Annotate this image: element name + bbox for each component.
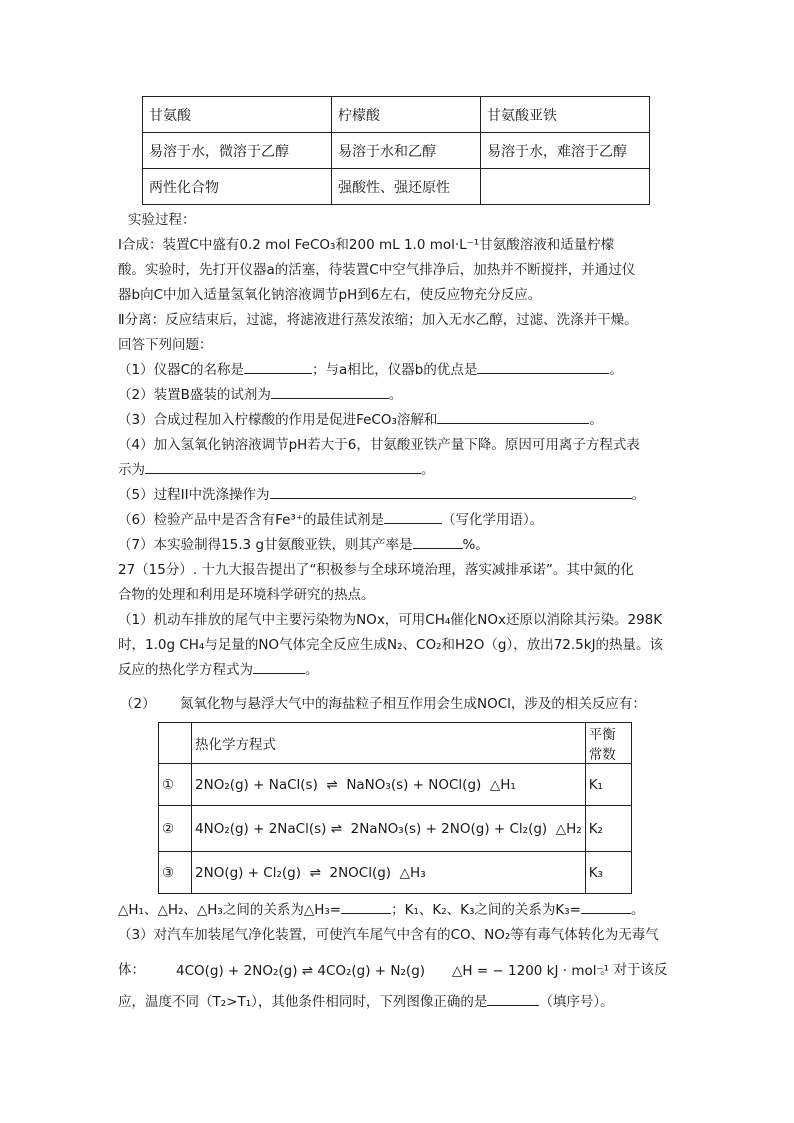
table-cell: 4NO₂(g) + 2NaCl(s) ⇌ 2NaNO₃(s) + 2NO(g) + Cl₂(g) △H₂ bbox=[192, 806, 586, 852]
table-cell: 两性化合物 bbox=[143, 169, 332, 205]
q27-part1-line: （1）机动车排放的尾气中主要污染物为NOx，可用CH₄催化NOx还原以消除其污染。298K bbox=[118, 612, 663, 628]
q27-part3-enthalpy: △H = − 1200 kJ · mol⁻¹ bbox=[452, 963, 610, 979]
table-cell: 2NO₂(g) + NaCl(s) ⇌ NaNO₃(s) + NOCl(g) △H₁ bbox=[192, 764, 586, 806]
properties-table bbox=[142, 96, 650, 205]
table-cell: ① bbox=[159, 764, 192, 806]
question-5: （5）过程II中洗涤操作为 。 bbox=[118, 483, 645, 503]
table-row bbox=[143, 133, 650, 169]
table-cell: 平衡常数 bbox=[585, 723, 631, 764]
table-cell: ③ bbox=[159, 852, 192, 894]
experiment-part1-line: 酸。实验时，先打开仪器a的活塞，待装置C中空气排净后，加热并不断搅拌，并通过仪 bbox=[118, 262, 636, 278]
table-row bbox=[159, 852, 632, 894]
answer-blank[interactable] bbox=[253, 659, 305, 674]
table-row bbox=[159, 806, 632, 852]
q27-intro-line: 合物的处理和利用是环境科学研究的热点。 bbox=[118, 587, 375, 603]
answer-blank[interactable] bbox=[244, 359, 312, 374]
answer-blank[interactable] bbox=[581, 899, 631, 914]
table-cell: 易溶于水和乙醇 bbox=[332, 133, 481, 169]
q27-part3-equation: 4CO(g) + 2NO₂(g) ⇌ 4CO₂(g) + N₂(g) bbox=[176, 963, 426, 979]
table-cell: 强酸性、强还原性 bbox=[332, 169, 481, 205]
answer-blank[interactable] bbox=[145, 459, 421, 474]
q27-part3-line: （3）对汽车加装尾气净化装置，可使汽车尾气中含有的CO、NO₂等有毒气体转化为无毒气 bbox=[118, 927, 659, 943]
table-row bbox=[159, 764, 632, 806]
equation-table bbox=[158, 722, 632, 894]
table-cell: 甘氨酸亚铁 bbox=[481, 97, 650, 133]
q27-part3-question: 应，温度不同（T₂>T₁），其他条件相同时，下列图像正确的是 （填序号）。 bbox=[118, 990, 614, 1010]
table-cell: 易溶于水，微溶于乙醇 bbox=[143, 133, 332, 169]
question-2: （2）装置B盛装的试剂为 。 bbox=[118, 383, 402, 403]
experiment-heading: 实验过程： bbox=[128, 212, 196, 228]
question-4: （4）加入氢氧化钠溶液调节pH若大于6，甘氨酸亚铁产量下降。原因可用离子方程式表 bbox=[118, 437, 640, 453]
table-cell: 热化学方程式 bbox=[192, 723, 586, 764]
table-cell: 2NO(g) + Cl₂(g) ⇌ 2NOCl(g) △H₃ bbox=[192, 852, 586, 894]
table-row bbox=[143, 97, 650, 133]
question-6: （6）检验产品中是否含有Fe³⁺的最佳试剂是 （写化学用语）。 bbox=[118, 508, 543, 528]
answer-blank[interactable] bbox=[437, 409, 589, 424]
experiment-part1-line: 器b向C中加入适量氢氧化钠溶液调节pH到6左右，使反应物充分反应。 bbox=[118, 287, 542, 303]
question-3: （3）合成过程加入柠檬酸的作用是促进FeCO₃溶解和 。 bbox=[118, 408, 603, 428]
q27-intro-line: 27（15分）. 十九大报告提出了“积极参与全球环境治理，落实减排承诺”。其中氮的化 bbox=[118, 562, 634, 578]
table-cell bbox=[159, 723, 192, 764]
table-row bbox=[143, 169, 650, 205]
q27-part1-line: 反应的热化学方程式为 。 bbox=[118, 658, 319, 678]
q27-part2-text: 氮氧化物与悬浮大气中的海盐粒子相互作用会生成NOCl，涉及的相关反应有： bbox=[180, 696, 646, 712]
answer-blank[interactable] bbox=[341, 899, 391, 914]
q27-part3-tail: 。对于该反 bbox=[600, 962, 668, 978]
experiment-part1-line: Ⅰ合成：装置C中盛有0.2 mol FeCO₃和200 mL 1.0 mol·L⁻¹甘氨酸溶液和适量柠檬 bbox=[118, 237, 615, 253]
table-cell: 柠檬酸 bbox=[332, 97, 481, 133]
answer-blank[interactable] bbox=[487, 991, 539, 1006]
table-cell: 甘氨酸 bbox=[143, 97, 332, 133]
q27-part1-line: 时，1.0g CH₄与足量的NO气体完全反应生成N₂、CO₂和H2O（g），放出72.5kJ的热量。该 bbox=[118, 637, 664, 653]
answer-prompt: 回答下列问题： bbox=[118, 337, 213, 353]
experiment-part2: Ⅱ分离：反应结束后，过滤，将滤液进行蒸发浓缩；加入无水乙醇，过滤、洗涤并干燥。 bbox=[118, 312, 638, 328]
answer-blank[interactable] bbox=[413, 534, 463, 549]
table-cell bbox=[481, 169, 650, 205]
table-cell: K₃ bbox=[585, 852, 631, 894]
q27-part3-label: 体： bbox=[118, 962, 145, 978]
answer-blank[interactable] bbox=[384, 509, 442, 524]
question-7: （7）本实验制得15.3 g甘氨酸亚铁，则其产率是 %。 bbox=[118, 533, 489, 553]
table-row bbox=[159, 723, 632, 764]
q27-part2-label: （2） bbox=[120, 696, 156, 712]
answer-blank[interactable] bbox=[270, 484, 632, 499]
question-1: （1）仪器C的名称是 ；与a相比，仪器b的优点是 。 bbox=[118, 358, 623, 378]
table-cell: ② bbox=[159, 806, 192, 852]
answer-blank[interactable] bbox=[271, 384, 389, 399]
table-cell: K₁ bbox=[585, 764, 631, 806]
table-cell: K₂ bbox=[585, 806, 631, 852]
answer-blank[interactable] bbox=[477, 359, 609, 374]
table-cell: 易溶于水，难溶于乙醇 bbox=[481, 133, 650, 169]
question-4-cont: 示为 。 bbox=[118, 458, 435, 478]
q27-relation: △H₁、△H₂、△H₃之间的关系为△H₃= ；K₁、K₂、K₃之间的关系为K₃= 。 bbox=[118, 898, 644, 918]
